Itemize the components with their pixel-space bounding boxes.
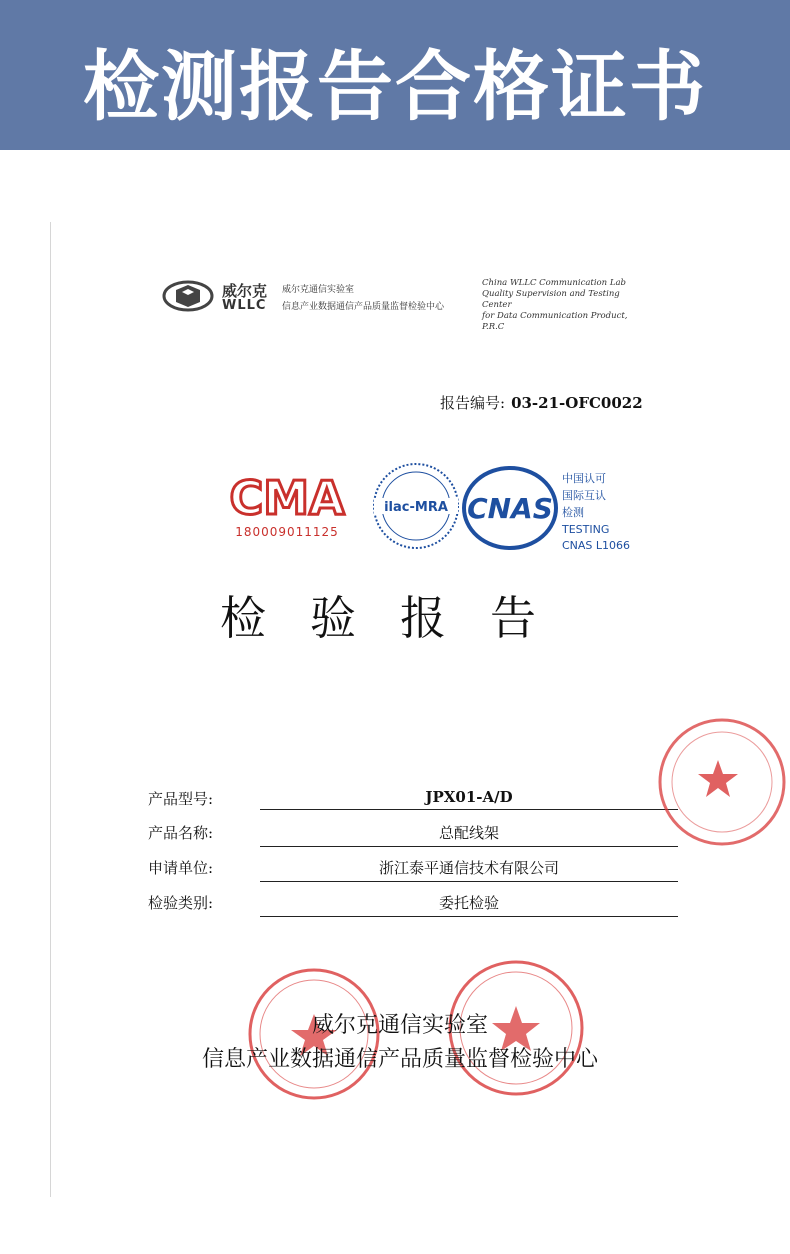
field-label-category: 检验类别: [148, 894, 214, 912]
lab-name-cn-2: 信息产业数据通信产品质量监督检验中心 [282, 302, 445, 312]
cnas-line2: 国际互认 [562, 489, 606, 502]
lab-logo-icon [162, 278, 214, 314]
lab-name-en [482, 278, 642, 333]
report-number-value: 03-21-OFC0022 [511, 394, 643, 412]
cnas-line3: 检测 [562, 506, 584, 519]
cnas-text: CNAS [467, 492, 553, 525]
lab-name-en-line: Quality Supervision and Testing Center [482, 289, 620, 310]
lab-brand-cn: 威尔克 [222, 282, 268, 300]
field-value-name: 总配线架 [260, 822, 678, 847]
field-value-applicant: 浙江泰平通信技术有限公司 [260, 857, 678, 882]
lab-brand-en: WLLC [222, 298, 267, 313]
page-edge [50, 222, 51, 1197]
cnas-line4: TESTING [562, 523, 610, 536]
partial-seal-stamp [656, 716, 740, 846]
field-label-name: 产品名称: [148, 824, 214, 842]
cma-number: 180009011125 [235, 525, 339, 539]
cnas-line1: 中国认可 [562, 472, 606, 485]
cma-text: CMA [229, 471, 345, 525]
report-number-label: 报告编号: [440, 394, 506, 412]
header-banner [0, 0, 790, 150]
report-number [440, 392, 643, 413]
field-value-model: JPX01-A/D [260, 788, 678, 810]
field-value-category: 委托检验 [260, 892, 678, 917]
cma-mark [229, 466, 345, 541]
document-title: 检验报告 [220, 591, 580, 645]
cnas-mark [462, 462, 631, 554]
issuer-line-1: 威尔克通信实验室 [311, 1013, 488, 1038]
issuer-line-2: 信息产业数据通信产品质量监督检验中心 [201, 1047, 598, 1072]
lab-name-en-line: for Data Communication Product, P.R.C [482, 311, 628, 332]
lab-name-en-line: China WLLC Communication Lab [482, 278, 626, 288]
lab-header [162, 278, 642, 332]
banner-title: 检测报告合格证书 [83, 42, 707, 131]
cnas-line5: CNAS L1066 [562, 539, 631, 552]
lab-name-cn-1: 威尔克通信实验室 [282, 285, 355, 295]
field-label-applicant: 申请单位: [148, 859, 214, 877]
ilac-mra-mark [372, 462, 460, 550]
ilac-text: ilac-MRA [384, 500, 448, 515]
field-label-model: 产品型号: [148, 790, 214, 808]
